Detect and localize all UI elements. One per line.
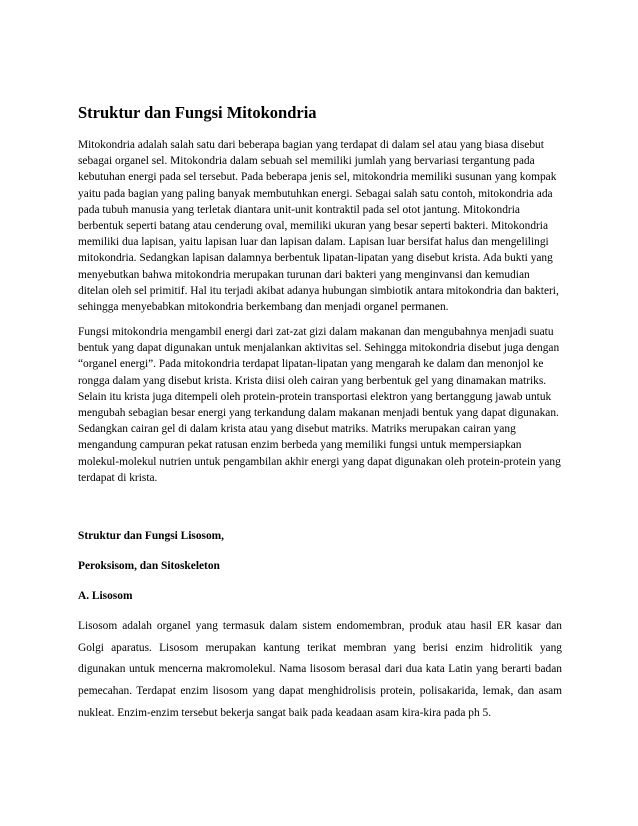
paragraph-mitokondria-struktur: Mitokondria adalah salah satu dari beberapa bagian yang terdapat di dalam sel atau yang biasa disebut sebagai organel sel. Mitokondria dalam sebuah sel memiliki jumlah yang bervariasi tergantung pada kebutuhan energi pada sel tersebut. Pada beberapa jenis sel, mitokondria memiliki susunan yang kompak yaitu pada bagian yang paling banyak membutuhkan energi. Sebagai salah satu contoh, mitokondria ada pada tubuh manusia yang terletak diantara unit-unit kontraktil pada sel otot jantung. Mitokondria berbentuk seperti batang atau cenderung oval, memiliki ukuran yang besar seperti bakteri. Mitokondria memiliki dua lapisan, yaitu lapisan luar dan lapisan dalam. Lapisan luar bersifat halus dan mengelilingi mitokondria. Sedangkan lapisan dalamnya berbentuk lipatan-lipatan yang disebut krista. Ada bukti yang menyebutkan bahwa mitokondria merupakan turunan dari bakteri yang menginvansi dan kemudian ditelan oleh sel primitif. Hal itu terjadi akibat adanya hubungan simbiotik antara mitokondria dan bakteri, sehingga menyebabkan mitokondria berkembang dan menjadi organel permanen. bbox=[78, 139, 559, 314]
subheading-lisosom: A. Lisosom bbox=[78, 590, 133, 602]
section-heading-peroksisom: Peroksisom, dan Sitoskeleton bbox=[78, 560, 220, 572]
paragraph-mitokondria-fungsi: Fungsi mitokondria mengambil energi dari zat-zat gizi dalam makanan dan mengubahnya menjadi suatu bentuk yang dapat digunakan untuk menjalankan aktivitas sel. Sehingga mitokondria disebut juga dengan “organel energi”. Pada mitokondria terdapat lipatan-lipatan yang mengarah ke dalam dan menonjol ke rongga dalam yang disebut krista. Krista diisi oleh cairan yang berbentuk gel yang dinamakan matriks. Selain itu krista juga ditempeli oleh protein-protein transportasi elektron yang bertanggung jawab untuk mengubah sebagian besar energi yang terkandung dalam makanan menjadi bentuk yang dapat digunakan. Sedangkan cairan gel di dalam krista atau yang disebut matriks. Matriks merupakan cairan yang mengandung campuran pekat ratusan enzim berbeda yang memiliki fungsi untuk mempersiapkan molekul-molekul nutrien untuk pengambilan akhir energi yang dapat digunakan oleh protein-protein yang terdapat di krista. bbox=[78, 326, 561, 484]
section-heading-lisosom: Struktur dan Fungsi Lisosom, bbox=[78, 530, 225, 542]
page-title: Struktur dan Fungsi Mitokondria bbox=[78, 103, 317, 122]
paragraph-lisosom: Lisosom adalah organel yang termasuk dalam sistem endomembran, produk atau hasil ER kasar dan Golgi aparatus. Lisosom merupakan kantung terikat membran yang berisi enzim hidrolitik yang digunakan untuk mencerna makromolekul. Nama lisosom berasal dari dua kata Latin yang berarti badan pemecahan. Terdapat enzim lisosom yang dapat menghidrolisis protein, polisakarida, lemak, dan asam nukleat. Enzim-enzim tersebut bekerja sangat baik pada keadaan asam kira-kira pada ph 5. bbox=[78, 620, 562, 719]
